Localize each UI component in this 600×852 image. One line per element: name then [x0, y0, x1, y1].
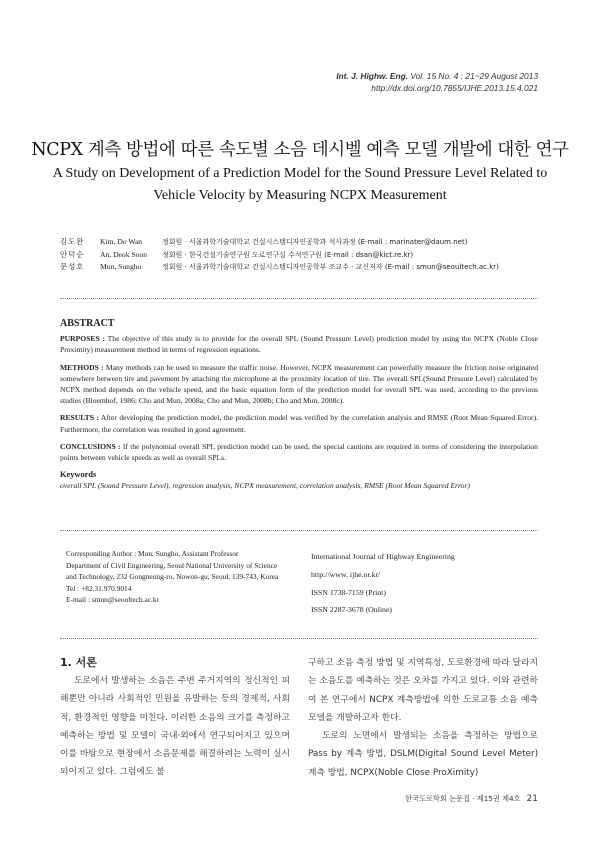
corr-line: Tel : +82.31.970.9014: [66, 583, 132, 593]
purposes-label: PURPOSES :: [60, 334, 105, 344]
author-name-ko: 안덕순: [60, 249, 85, 259]
issn-online: ISSN 2287-3678 (Online): [311, 605, 392, 615]
conclusions-text: If the polynomial overall SPL prediction model can be used, the special cautions are required in terms of considering the interpolation points between vehicle speeds as well as overall SPLs.: [60, 441, 538, 463]
title-english: A Study on Development of a Prediction Model for the Sound Pressure Level Related to Vehicle Velocity by Measuring NCPX Measurement: [52, 166, 548, 203]
journal-citation: [336, 70, 538, 82]
body-paragraph: 도로에서 발생하는 소음은 주변 주거지역의 정신적인 피해뿐만 아니라 사회적인 민원을 유발하는 등의 경제적, 사회적, 환경적인 영향을 미친다. 이러한 소음의 크기를 측정하고 예측하는 방법 및 모델이 국내·외에서 연구되어지고 있으며 이를 바탕으로 현장에서 소음문제를 해결하려는 노력이 실시되어지고 있다. 그럼에도 불: [60, 676, 290, 778]
page-number: 21: [526, 794, 538, 804]
journal-volume: Vol. 15 No. 4 : 21~29 August 2013: [408, 71, 538, 81]
abstract-results: [60, 412, 538, 434]
author-row: [60, 261, 499, 274]
title-korean: NCPX 계측 방법에 따른 속도별 소음 데시벨 예측 모델 개발에 대한 연구: [31, 140, 569, 160]
keywords-heading: Keywords: [60, 470, 97, 480]
body-column-left: [60, 654, 290, 782]
section-heading: 1. 서론: [60, 656, 97, 669]
results-label: RESULTS :: [60, 413, 99, 423]
abstract-purposes: [60, 333, 538, 355]
results-text: After developing the prediction model, the prediction model was verified by the correlation analysis and RMSE (Root Mean Squared Error). Furthermore, the correlation was resulted in good agreement.: [60, 413, 538, 434]
author-affiliation: 정회원 · 서울과학기술대학교 건설시스템디자인공학과 석사과정 (E-mail : marinater@daum.net): [162, 238, 468, 246]
conclusions-label: CONCLUSIONS :: [60, 441, 121, 451]
divider: [60, 298, 538, 299]
divider: [60, 530, 538, 531]
journal-url[interactable]: http://www. ijhe.or.kr/: [311, 569, 381, 579]
body-columns: [60, 654, 538, 782]
journal-name: Int. J. Highw. Eng.: [336, 71, 409, 81]
journal-doi[interactable]: http://dx.doi.org/10.7855/IJHE.2013.15.4.021: [371, 83, 538, 93]
journal-full-name: International Journal of Highway Engineering: [311, 552, 455, 561]
abstract: [60, 318, 538, 492]
abstract-conclusions: [60, 441, 538, 463]
corr-line: Corresponding Author : Mun, Sungho, Assistant Professor: [66, 549, 239, 558]
abstract-heading: ABSTRACT: [60, 318, 115, 329]
journal-info: [336, 70, 538, 94]
author-name-en: An, Deok Soon: [100, 249, 148, 259]
author-affiliation: 정회원 · 한국건설기술연구원 도로연구실 수석연구원 (E-mail : dsan@kict.re.kr): [162, 250, 414, 259]
page-footer: [405, 794, 538, 804]
corr-line: Department of Civil Engineering, Seoul National University of Science: [66, 560, 278, 570]
body-paragraph: 구하고 소음 측정 방법 및 지역특성, 도로환경에 따라 달라지는 소음도를 예측하는 것은 오차를 가지고 있다. 이와 관련하여 본 연구에서 NCPX 계측방법에 의한 도로교통 소음 예측 모델을 개발하고자 한다.: [308, 658, 538, 723]
footer-journal: 한국도로학회 논문집 · 제15권 제4호: [405, 794, 521, 803]
keywords: overall SPL (Sound Pressure Level), regression analysis, NCPX measurement, correlation analysis, RMSE (Root Mean Squared Error): [60, 481, 470, 491]
issn-print: ISSN 1738-7159 (Print): [311, 587, 386, 597]
author-row: [60, 249, 499, 262]
purposes-text: The objective of this study is to provide for the overall SPL (Sound Pressure Level) prediction model by using the NCPX (Noble Close Proximity) measurement method in terms of regression equations.: [60, 334, 538, 355]
body-column-right: [308, 654, 538, 782]
author-name-ko: 문성호: [60, 262, 85, 271]
author-affiliation: 정회원 · 서울과학기술대학교 건설시스템디자인공학부 조교수 · 교신저자 (E-mail : smun@seoultech.ac.kr): [162, 263, 499, 271]
methods-text: Many methods can be used to measure the traffic noise. However, NCPX measurement can powerfully measure the friction noise originated somewhere between tire and pavement by attaching the microphone at the proximity location of tire. The overall SPL(Sound Pressure Level) calculated by NCPX method depends on the vehicle speed, and the basic equation form of the prediction model for overall SPL was used, according to the previous studies (Bloemhof, 1986; Cho and Mun, 2008a; Cho and Mun, 2008b; Cho and Mun, 2008c).: [60, 362, 538, 406]
author-name-en: Kim, Do Wan: [100, 237, 143, 246]
author-row: [60, 236, 499, 249]
corr-line: and Technology, 232 Gongneung-ro, Nowon-gu, Seoul, 139-743, Korea: [66, 572, 279, 582]
author-name-ko: 김도완: [60, 237, 85, 246]
methods-label: METHODS :: [60, 362, 104, 372]
body-paragraph: 도로의 노면에서 발생되는 소음을 측정하는 방법으로 Pass by 계측 방법, DSLM(Digital Sound Level Meter) 계측 방법, NCPX(Noble Close ProXimity): [308, 731, 538, 778]
journal-details: [311, 548, 541, 619]
divider: [60, 638, 538, 639]
abstract-methods: [60, 362, 538, 407]
corresponding-author: [66, 548, 296, 606]
author-name-en: Mun, Sungho: [100, 262, 142, 271]
corr-email[interactable]: E-mail : smun@seoultech.ac.kr: [66, 595, 160, 605]
author-list: [60, 236, 499, 274]
